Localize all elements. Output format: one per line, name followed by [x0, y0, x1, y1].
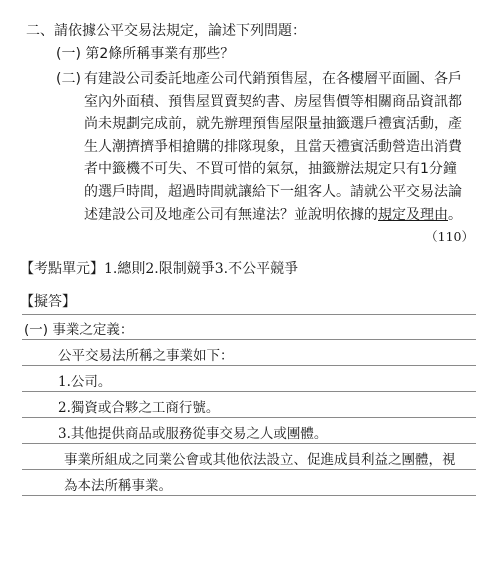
- question-part-1: (一) 第2條所稱事業有那些？: [56, 46, 235, 62]
- question-line-last: [84, 204, 474, 227]
- question-line: 的選戶時間，超過時間就讓給下一組客人。請就公平交易法論: [84, 183, 462, 200]
- answer-heading: 【擬答】: [20, 294, 76, 310]
- question-line: 生人潮擠擠爭相搶購的排隊現象，且當天禮賓活動營造出消費: [84, 138, 462, 155]
- divider: [22, 495, 476, 496]
- question-part-2-number: (二): [56, 71, 81, 87]
- question-line: 有建設公司委託地產公司代銷預售屋，在各樓層平面圖、各戶: [84, 71, 462, 87]
- line-suffix: 。: [448, 206, 462, 223]
- question-line: 者中籤機不可失、不買可惜的氣氛，抽籤辦法規定只有1分鐘: [84, 161, 457, 178]
- underlined-phrase: 規定及理由: [378, 206, 448, 223]
- divider: [22, 417, 476, 418]
- answer-row: 公平交易法所稱之事業如下：: [58, 348, 234, 364]
- question-heading: 二、請依據公平交易法規定，論述下列問題：: [26, 23, 306, 39]
- divider: [22, 314, 476, 315]
- answer-row: 事業所組成之同業公會或其他依法設立、促進成員利益之團體，視: [64, 452, 456, 468]
- divider: [22, 391, 476, 392]
- answer-row: 3.其他提供商品或服務從事交易之人或團體。: [58, 426, 328, 442]
- answer-row: 為本法所稱事業。: [64, 478, 172, 494]
- divider: [22, 365, 476, 366]
- question-line: 尚未規劃完成前，就先辦理預售屋限量抽籤選戶禮賓活動，產: [84, 116, 462, 133]
- line-prefix: 述建設公司及地產公司有無違法？並說明依據的: [84, 206, 378, 223]
- question-part-2-text: [84, 68, 474, 226]
- exam-points: 【考點單元】1.總則2.限制競爭3.不公平競爭: [20, 261, 299, 277]
- divider: [22, 339, 476, 340]
- answer-row: 1.公司。: [58, 374, 112, 390]
- divider: [22, 443, 476, 444]
- exam-year: （110）: [425, 229, 474, 244]
- question-line: 室內外面積、預售屋買賣契約書、房屋售價等相關商品資訊都: [84, 93, 462, 110]
- answer-row: (一) 事業之定義：: [24, 322, 134, 338]
- answer-row: 2.獨資或合夥之工商行號。: [58, 400, 220, 416]
- divider: [22, 469, 476, 470]
